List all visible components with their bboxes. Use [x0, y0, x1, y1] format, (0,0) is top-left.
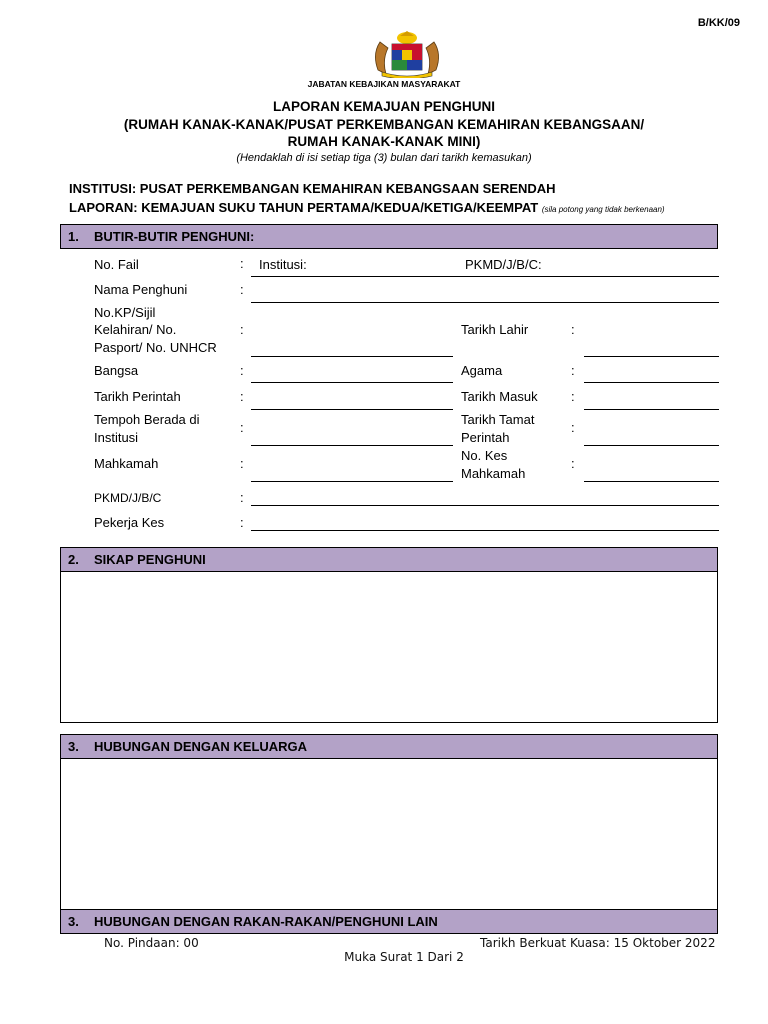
pekerja-kes-field[interactable] [251, 530, 719, 531]
section-title: SIKAP PENGHUNI [94, 552, 206, 567]
form-title: LAPORAN KEMAJUAN PENGHUNI [272, 99, 495, 114]
colon: : [240, 420, 244, 435]
label-no-fail: No. Fail [94, 257, 139, 272]
footer-effective-date: Tarikh Berkuat Kuasa: 15 Oktober 2022 [480, 936, 716, 950]
hubungan-keluarga-textarea[interactable] [60, 759, 718, 910]
tempoh-field[interactable] [251, 445, 453, 446]
colon: : [571, 322, 575, 337]
label-mahkamah: Mahkamah [94, 456, 159, 471]
sikap-penghuni-textarea[interactable] [60, 572, 718, 723]
colon: : [240, 515, 244, 530]
label-nama-penghuni: Nama Penghuni [94, 282, 188, 297]
nama-penghuni-field[interactable] [251, 302, 719, 303]
tarikh-tamat-field[interactable] [584, 445, 719, 446]
section-number: 1. [68, 229, 79, 244]
label-bangsa: Bangsa [94, 363, 139, 378]
label-tarikh-tamat-line-2: Perintah [461, 430, 510, 445]
label-no-kp-line-1: No.KP/Sijil [94, 305, 156, 320]
label-no-kp-line-2: Kelahiran/ No. [94, 322, 177, 337]
section-3b-header [60, 909, 718, 934]
label-pkmd-inline: PKMD/J/B/C: [465, 257, 542, 272]
label-no-kes-line-1: No. Kes [461, 448, 508, 463]
label-tarikh-perintah: Tarikh Perintah [94, 389, 181, 404]
report-period: LAPORAN: KEMAJUAN SUKU TAHUN PERTAMA/KEDUA/KETIGA/KEEMPAT [69, 200, 539, 215]
fill-instruction: (Hendaklah di isi setiap tiga (3) bulan dari tarikh kemasukan) [236, 152, 532, 164]
tarikh-perintah-field[interactable] [251, 409, 453, 410]
colon: : [571, 420, 575, 435]
colon: : [240, 389, 244, 404]
colon: : [240, 322, 244, 337]
institution-line: INSTITUSI: PUSAT PERKEMBANGAN KEMAHIRAN KEBANGSAAN SERENDAH [69, 181, 556, 196]
section-2-header [60, 547, 718, 572]
tarikh-masuk-field[interactable] [584, 409, 719, 410]
agama-field[interactable] [584, 382, 719, 383]
label-tempoh-line-1: Tempoh Berada di [94, 412, 200, 427]
label-tempoh-line-2: Institusi [94, 430, 139, 445]
label-pekerja-kes: Pekerja Kes [94, 515, 165, 530]
section-1-header [60, 224, 718, 249]
label-tarikh-masuk: Tarikh Masuk [461, 389, 538, 404]
bangsa-field[interactable] [251, 382, 453, 383]
colon: : [240, 456, 244, 471]
section-3-header [60, 734, 718, 759]
no-kes-field[interactable] [584, 481, 719, 482]
pkmd-field[interactable] [251, 505, 719, 506]
footer-amendment-number: No. Pindaan: 00 [104, 936, 199, 950]
colon: : [571, 363, 575, 378]
no-kp-field[interactable] [251, 356, 453, 357]
section-number: 3. [68, 739, 79, 754]
label-no-kes-line-2: Mahkamah [461, 466, 526, 481]
colon: : [571, 456, 575, 471]
colon: : [240, 363, 244, 378]
colon: : [240, 490, 244, 505]
label-tarikh-lahir: Tarikh Lahir [461, 322, 529, 337]
label-agama: Agama [461, 363, 503, 378]
coat-of-arms-logo [370, 30, 444, 78]
tarikh-lahir-field[interactable] [584, 356, 719, 357]
label-institusi: Institusi: [259, 257, 307, 272]
report-line [69, 200, 665, 215]
colon: : [240, 256, 244, 271]
section-title: HUBUNGAN DENGAN KELUARGA [94, 739, 308, 754]
footer-page-number: Muka Surat 1 Dari 2 [344, 950, 464, 964]
mahkamah-field[interactable] [251, 481, 453, 482]
section-title: BUTIR-BUTIR PENGHUNI: [94, 229, 255, 244]
form-subtitle-line-2: RUMAH KANAK-KANAK MINI) [287, 134, 481, 149]
section-number: 2. [68, 552, 79, 567]
label-no-kp-line-3: Pasport/ No. UNHCR [94, 340, 217, 355]
document-reference: B/KK/09 [697, 17, 740, 29]
colon: : [240, 282, 244, 297]
department-name: JABATAN KEBAJIKAN MASYARAKAT [307, 79, 461, 89]
label-tarikh-tamat-line-1: Tarikh Tamat [461, 412, 535, 427]
section-title: HUBUNGAN DENGAN RAKAN-RAKAN/PENGHUNI LAIN [94, 914, 438, 929]
no-fail-field[interactable] [251, 276, 719, 277]
form-subtitle-line-1: (RUMAH KANAK-KANAK/PUSAT PERKEMBANGAN KEMAHIRAN KEBANGSAAN/ [123, 117, 645, 132]
label-pkmd: PKMD/J/B/C [94, 491, 162, 505]
section-number: 3. [68, 914, 79, 929]
colon: : [571, 389, 575, 404]
report-note: (sila potong yang tidak berkenaan) [541, 205, 665, 214]
